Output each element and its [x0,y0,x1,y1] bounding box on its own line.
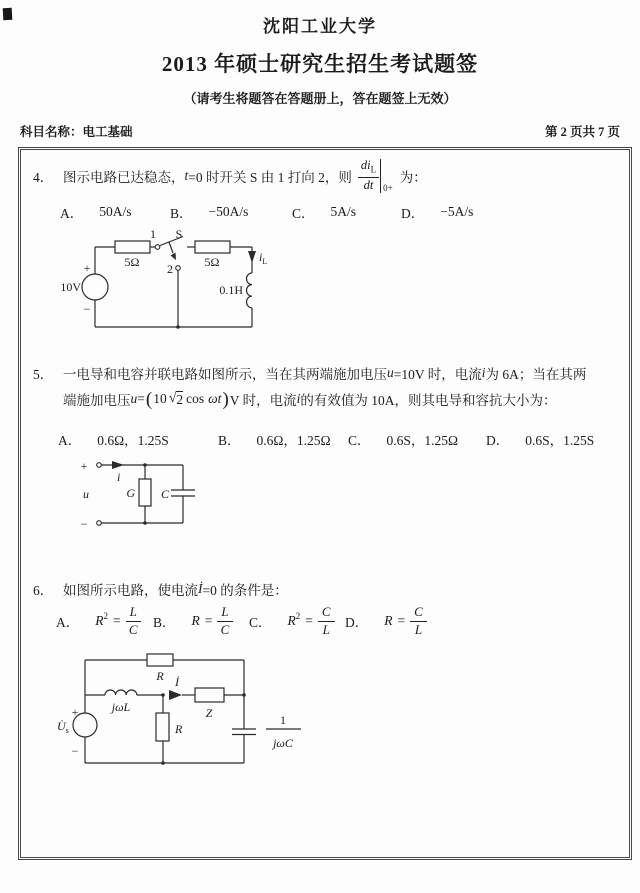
q5-text-6: 的有效值为 10A，则其电导和容抗大小为： [300,393,557,408]
page-indicator: 第 2 页共 7 页 [544,125,620,139]
q4-option-d [401,202,473,222]
option-text: 0.6S，1.25Ω [386,433,459,448]
q6-resistor-top [147,654,173,666]
q5-option-a [58,429,169,449]
q6-impedance-element [195,688,224,702]
q4-switch-pos1-label: 1 [150,227,156,241]
option-text: −5A/s [440,204,474,219]
q5-omega-t: ωt [208,391,222,406]
formula-fraction [410,605,427,637]
q5-conductance-label: G [126,486,135,500]
formula-fraction [217,605,232,637]
option-text: 0.6Ω，1.25Ω [256,433,331,448]
q6-inductor [105,690,137,695]
q6-resistor-top-label: R [156,669,164,683]
q5-minus-sign: − [80,517,88,531]
equals-sign: = [204,613,213,628]
q5-circuit-diagram [55,452,225,552]
q6-text-1: 如图所示电路，使电流 [63,583,198,598]
equals-sign: = [397,613,406,628]
q5-option-d [486,429,594,449]
q6-impedance-label: Z [205,706,213,720]
q5-text-3: 为 6A；当在其两 [485,367,587,382]
evaluation-subscript: 0+ [383,183,393,193]
q5-voltage-label: u [83,487,89,501]
current-symbol: i [259,250,263,264]
q4-minus-sign: − [83,302,91,316]
question-5-stem-line1 [33,363,586,383]
q4-voltage-source [82,274,108,300]
option-label: A． [60,206,84,221]
q6-current-arrow [169,690,182,700]
q5-variable-u: u [387,365,394,380]
q4-switch-label: S [175,227,183,241]
question-4-stem [33,156,427,196]
option-formula [384,605,427,637]
q5-variable-u2: u [130,391,138,406]
q5-junction-bottom [143,521,147,525]
q4-switch-arrowhead [171,253,177,261]
option-text: 0.6Ω，1.25S [97,433,169,448]
question-5-options [21,429,629,449]
q4-current-arrow [248,251,256,263]
fraction-numerator: L [217,605,232,621]
q4-switch-pos2-label: 2 [167,262,173,276]
fraction-denominator: L [322,621,330,637]
q4-resistor-1-label: 5Ω [124,255,140,269]
equals-sign: = [305,613,313,628]
q6-source-label [57,719,69,735]
equals-sign: = [113,613,121,628]
subject-row [20,122,620,140]
option-formula [288,605,335,637]
q4-inductor-label: 0.1H [219,283,243,297]
q4-resistor-1 [115,241,150,253]
option-label: C． [292,206,315,221]
question-5-number: 5． [33,367,54,382]
q5-equals: = [137,391,145,406]
q5-coefficient: 10 [153,391,167,406]
fraction-numerator: L [126,605,141,621]
questions-frame [18,147,632,860]
formula-exponent: 2 [103,611,108,621]
q4-junction-dot [176,325,180,329]
option-label: A． [56,615,80,630]
fraction-numerator: C [410,605,427,621]
fraction-numerator: C [318,605,335,621]
q4-option-c [292,202,356,222]
q6-resistor-mid [156,713,169,741]
q4-circuit-diagram [45,228,345,348]
numerator-subscript: L [370,164,377,175]
q5-variable-i: i [481,365,486,380]
option-label: D． [345,615,369,630]
formula-lhs: R [384,613,393,628]
q6-circuit-diagram [55,648,325,798]
school-name: 沈阳工业大学 [263,17,377,36]
formula-exponent: 2 [295,611,301,621]
question-5-stem-line2 [63,389,557,409]
option-label: B． [153,615,176,630]
q5-conductance-element [139,479,151,506]
exam-notice: （请考生将题答在答题册上，答在题签上无效） [183,91,457,106]
option-label: D． [401,206,425,221]
question-4-variable-t: t [184,168,189,183]
q4-inductor [247,273,253,308]
q4-option-a [60,202,132,222]
formula-lhs: R [95,613,104,628]
fraction-denominator: C [220,621,230,637]
numerator-text: di [360,158,371,173]
question-4-options [21,202,629,222]
q4-evaluation-bar [380,159,396,193]
q5-option-c [348,429,458,449]
fraction-denominator: L [414,621,423,637]
option-label: B． [170,206,193,221]
q5-current-arrow [112,461,124,469]
option-label: C． [249,615,272,630]
fraction-numerator [358,159,379,178]
q5-current-label: i [117,470,121,484]
q5-text-1: 一电导和电容并联电路如图所示，当在其两端施加电压 [63,367,387,382]
question-4-text-1: 图示电路已达稳态， [63,170,185,185]
option-formula [95,605,141,637]
q4-option-b [170,202,248,222]
fraction-denominator: dt [363,178,374,193]
formula-fraction [318,605,335,637]
q4-switch-terminal-1 [155,245,160,250]
option-label: D． [486,433,510,448]
q5-cos-function: cos [186,391,205,406]
q5-terminal-top [97,463,102,468]
question-4-number: 4． [33,170,54,185]
q4-derivative-fraction [358,159,379,192]
q6-option-b [153,598,233,644]
q4-switch-terminal-2 [176,266,181,271]
q6-inductor-label: jωL [111,700,131,714]
q6-phasor-current: İ [198,581,203,596]
q6-minus-sign: − [71,744,79,758]
formula-lhs: R [191,613,200,628]
option-text: 5A/s [330,204,357,219]
q5-radicand: 2 [176,391,184,407]
q6-option-a [56,598,141,644]
q4-plus-sign: + [83,261,91,275]
q5-text-2: =10V 时，电流 [393,367,482,382]
option-formula [192,605,233,637]
fraction-denominator: C [128,621,138,637]
question-4-text-2: =0 时开关 S 由 1 打向 2，则 [188,170,352,185]
question-6-options [21,598,629,644]
q4-resistor-2-label: 5Ω [204,255,220,269]
q6-option-d [345,598,427,644]
q5-plus-sign: + [80,459,88,473]
option-label: A． [58,433,82,448]
q6-text-2: =0 的条件是： [202,583,288,598]
subject-name: 科目名称：电工基础 [20,125,133,139]
exam-title: 2013 年硕士研究生招生考试题签 [161,52,479,76]
question-4-text-3: 为： [399,170,427,185]
option-text: −50A/s [208,204,249,219]
q5-capacitor-label: C [160,487,169,501]
q5-right-paren: ) [222,388,229,410]
q5-option-b [218,429,331,449]
formula-lhs: R [287,613,296,628]
q6-current-label: İ [175,675,179,689]
q5-radical-sign: √ [168,391,177,406]
q4-current-label [259,250,267,266]
q5-text-4: 端施加电压 [63,393,131,408]
q4-resistor-2 [195,241,230,253]
question-6-stem [33,579,288,599]
q5-left-paren: ( [145,388,153,410]
q4-source-value-label: 10V [60,280,81,294]
source-symbol: U̇ [57,719,66,733]
option-label: C． [348,433,371,448]
option-text: 50A/s [99,204,132,219]
q6-cap-fraction-denominator: jωC [273,736,293,750]
option-text: 0.6S，1.25S [525,433,595,448]
q5-variable-i2: i [296,391,301,406]
q6-option-c [249,598,335,644]
q5-text-5: V 时，电流 [229,393,297,408]
source-subscript: s [65,726,69,735]
option-label: B． [218,433,241,448]
q6-resistor-mid-label: R [175,722,183,736]
current-subscript: L [262,257,268,266]
q6-plus-sign: + [71,705,79,719]
q6-cap-fraction-numerator: 1 [280,713,286,727]
question-6-number: 6． [33,583,54,598]
q5-terminal-bottom [97,521,102,526]
formula-fraction [126,605,141,637]
